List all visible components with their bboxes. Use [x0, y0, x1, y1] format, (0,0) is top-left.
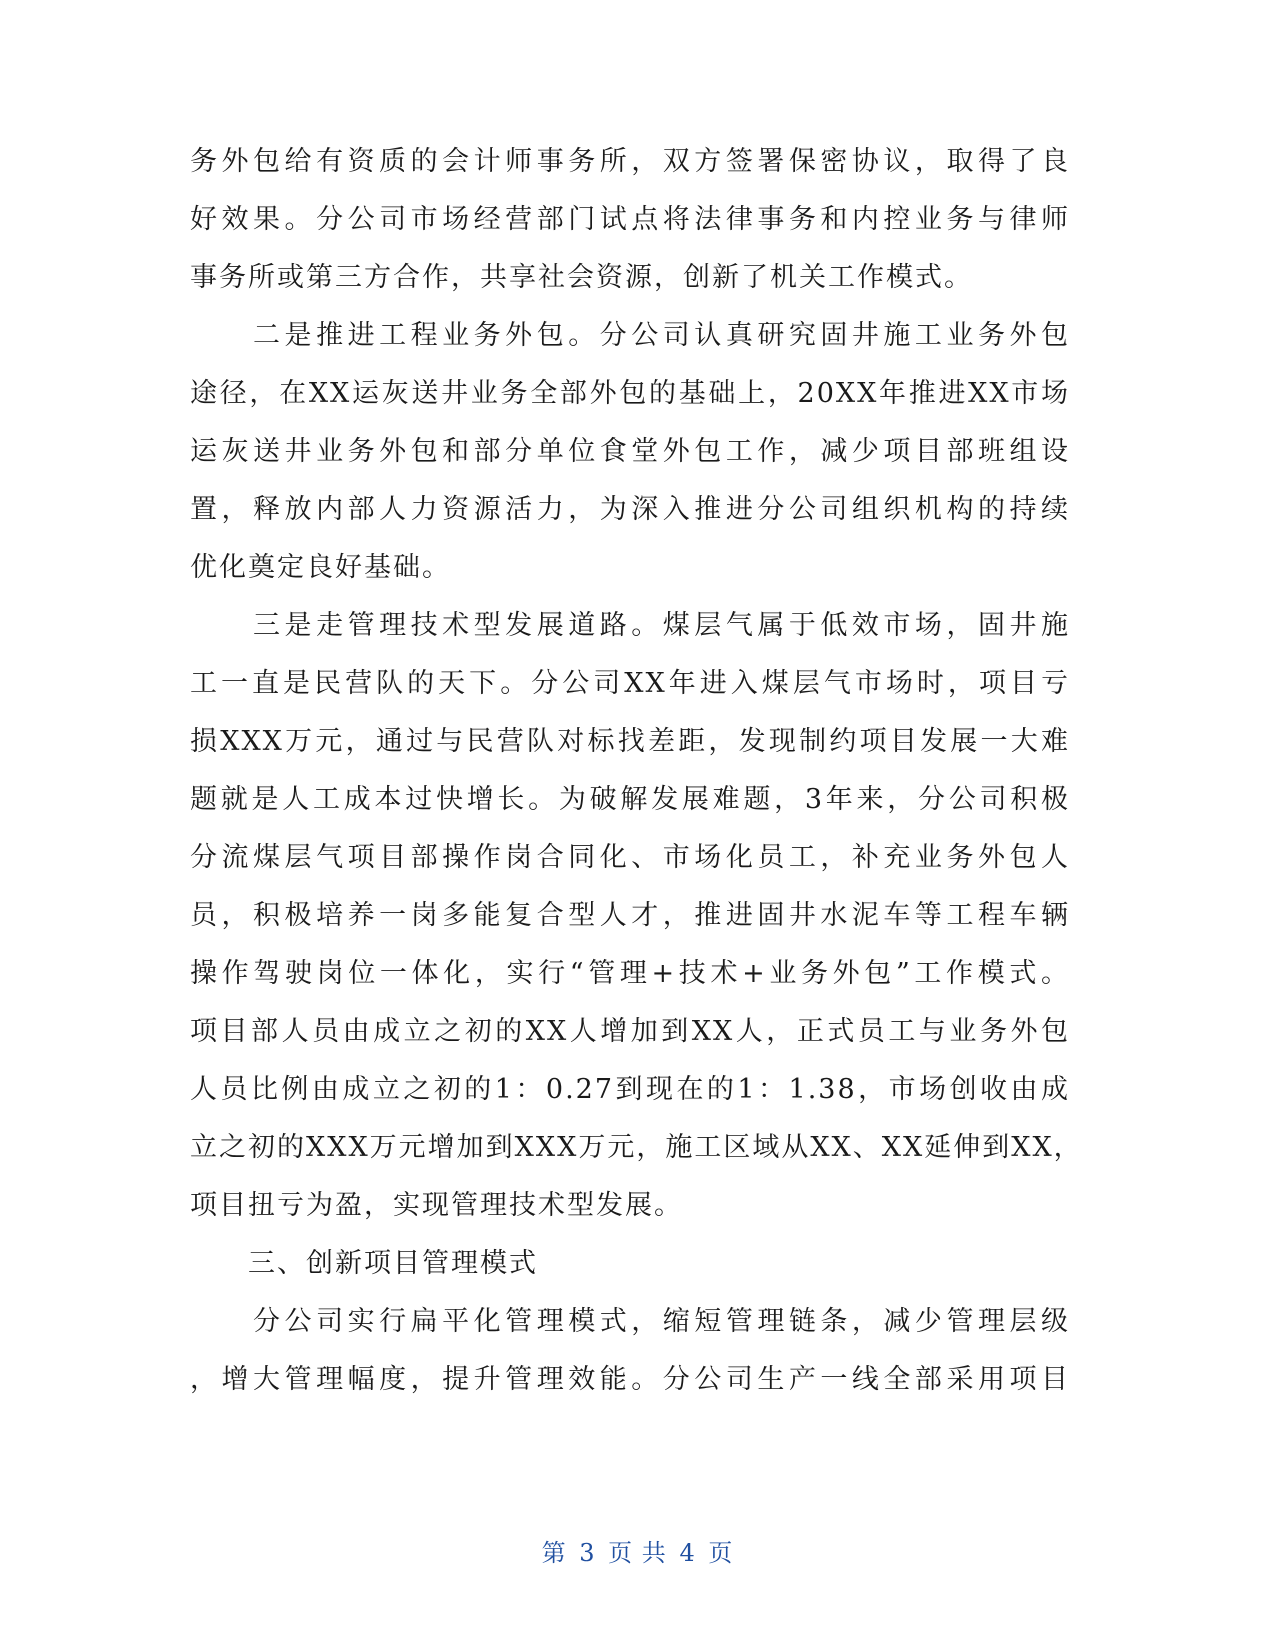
text-line: 人员比例由成立之初的1：0.27到现在的1：1.38，市场创收由成	[190, 1074, 1070, 1105]
text-line: 置，释放内部人力资源活力，为深入推进分公司组织机构的持续	[190, 494, 1070, 525]
text-line: 员，积极培养一岗多能复合型人才，推进固井水泥车等工程车辆	[190, 900, 1070, 931]
text-line: 操作驾驶岗位一体化，实行“管理+技术+业务外包”工作模式。	[190, 958, 1070, 989]
text-line: 题就是人工成本过快增长。为破解发展难题，3年来，分公司积极	[190, 784, 1070, 815]
text-line: 分流煤层气项目部操作岗合同化、市场化员工，补充业务外包人	[190, 842, 1070, 873]
text-line: 项目扭亏为盈，实现管理技术型发展。	[190, 1190, 683, 1221]
text-line: 立之初的XXX万元增加到XXX万元，施工区域从XX、XX延伸到XX，	[190, 1132, 1083, 1163]
page-footer	[0, 1538, 1275, 1568]
footer-middle: 页 共	[608, 1539, 667, 1567]
text-line: 优化奠定良好基础。	[190, 552, 451, 583]
text-line: 运灰送井业务外包和部分单位食堂外包工作，减少项目部班组设	[190, 436, 1070, 467]
text-line: 工一直是民营队的天下。分公司XX年进入煤层气市场时，项目亏	[190, 668, 1070, 699]
total-page-count: 4	[679, 1539, 696, 1567]
section-heading: 三、创新项目管理模式	[190, 1248, 538, 1279]
text-line: 二是推进工程业务外包。分公司认真研究固井施工业务外包	[190, 320, 1070, 351]
text-line: 损XXX万元，通过与民营队对标找差距，发现制约项目发展一大难	[190, 726, 1070, 757]
text-line: ，增大管理幅度，提升管理效能。分公司生产一线全部采用项目	[190, 1364, 1070, 1395]
text-line: 途径，在XX运灰送井业务全部外包的基础上，20XX年推进XX市场	[190, 378, 1070, 409]
text-line: 务外包给有资质的会计师事务所，双方签署保密协议，取得了良	[190, 146, 1070, 177]
current-page-number: 3	[579, 1539, 596, 1567]
footer-prefix: 第	[541, 1539, 567, 1567]
text-line: 好效果。分公司市场经营部门试点将法律事务和内控业务与律师	[190, 204, 1070, 235]
text-line: 三是走管理技术型发展道路。煤层气属于低效市场，固井施	[190, 610, 1070, 641]
text-line: 分公司实行扁平化管理模式，缩短管理链条，减少管理层级	[190, 1306, 1070, 1337]
footer-suffix: 页	[708, 1539, 734, 1567]
text-line: 项目部人员由成立之初的XX人增加到XX人，正式员工与业务外包	[190, 1016, 1070, 1047]
text-line: 事务所或第三方合作，共享社会资源，创新了机关工作模式。	[190, 262, 973, 293]
